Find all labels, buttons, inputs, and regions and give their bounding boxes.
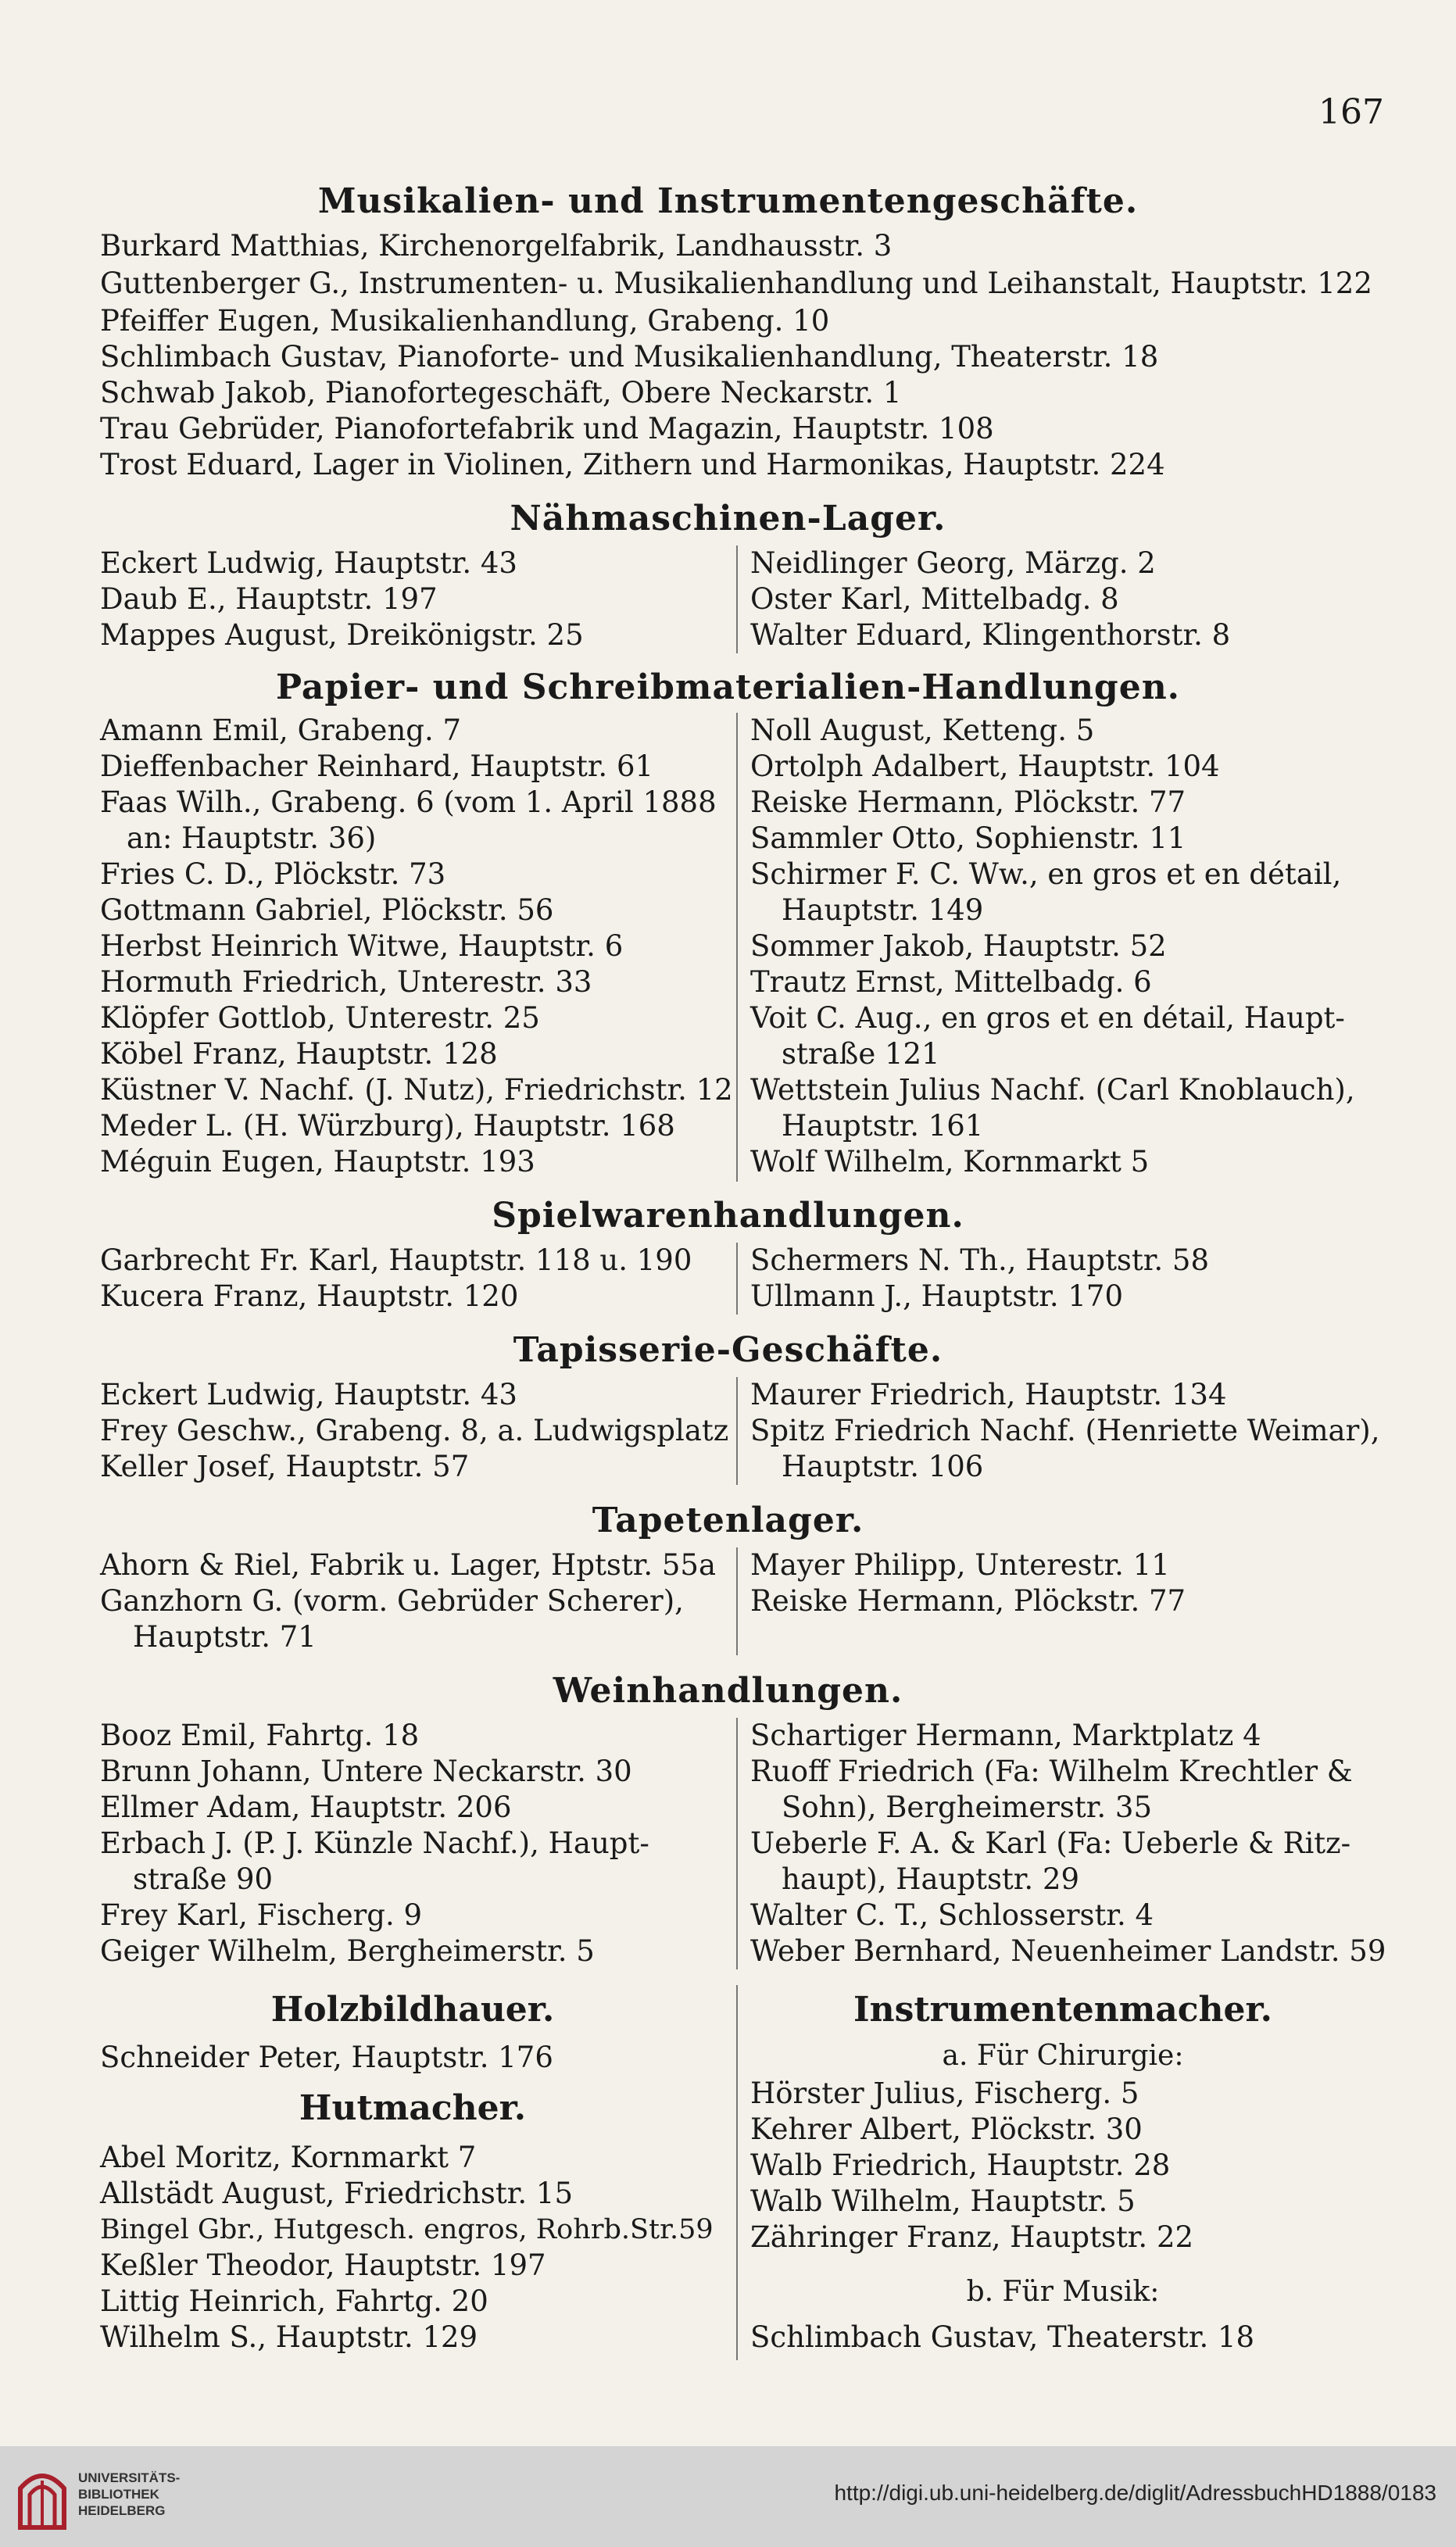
entry-line: Trautz Ernst, Mittelbadg. 6 xyxy=(750,965,1152,999)
logo-line: UNIVERSITÄTS- xyxy=(78,2470,181,2485)
entry-line: Neidlinger Georg, Märzg. 2 xyxy=(750,546,1156,580)
entry-line: Kucera Franz, Hauptstr. 120 xyxy=(100,1279,519,1313)
entry-line: Frey Karl, Fischerg. 9 xyxy=(100,1898,423,1932)
entry-line: Kehrer Albert, Plöckstr. 30 xyxy=(750,2112,1143,2146)
entry-line: straße 121 xyxy=(782,1037,940,1071)
entry-line: Burkard Matthias, Kirchenorgelfabrik, Landhausstr. 3 xyxy=(100,229,893,263)
entry-line: Wilhelm S., Hauptstr. 129 xyxy=(100,2320,478,2354)
entry-line: Reiske Hermann, Plöckstr. 77 xyxy=(750,785,1186,819)
entry-line: Herbst Heinrich Witwe, Hauptstr. 6 xyxy=(100,929,624,963)
column-divider xyxy=(736,1377,738,1485)
entry-line: Guttenberger G., Instrumenten- u. Musikalienhandlung und Leihanstalt, Hauptstr. 122 xyxy=(100,267,1372,300)
entry-line: straße 90 xyxy=(133,1862,274,1896)
subheading-chirurgie: a. Für Chirurgie: xyxy=(942,2040,1184,2072)
entry-line: Ruoff Friedrich (Fa: Wilhelm Krechtler & xyxy=(750,1755,1353,1788)
heading-papier: Papier- und Schreibmaterialien-Handlungen. xyxy=(276,667,1180,707)
entry-line: Schlimbach Gustav, Pianoforte- und Musikalienhandlung, Theaterstr. 18 xyxy=(100,340,1159,374)
entry-line: Noll August, Ketteng. 5 xyxy=(750,714,1095,747)
heading-wein: Weinhandlungen. xyxy=(553,1671,903,1711)
entry-line: Littig Heinrich, Fahrtg. 20 xyxy=(100,2284,488,2318)
entry-line: Amann Emil, Grabeng. 7 xyxy=(100,714,462,747)
entry-line: Hauptstr. 161 xyxy=(782,1109,984,1143)
heading-naehmaschinen: Nähmaschinen-Lager. xyxy=(510,499,946,538)
entry-line: Fries C. D., Plöckstr. 73 xyxy=(100,857,446,891)
column-divider xyxy=(736,1985,738,2360)
page-number: 167 xyxy=(1318,92,1384,132)
entry-line: Sohn), Bergheimerstr. 35 xyxy=(782,1790,1153,1824)
entry-line: Erbach J. (P. J. Künzle Nachf.), Haupt- xyxy=(100,1826,649,1860)
entry-line: Zähringer Franz, Hauptstr. 22 xyxy=(750,2220,1194,2254)
entry-line: Walb Wilhelm, Hauptstr. 5 xyxy=(750,2184,1136,2218)
entry-line: Schwab Jakob, Pianofortegeschäft, Obere Neckarstr. 1 xyxy=(100,376,902,410)
entry-line: Dieffenbacher Reinhard, Hauptstr. 61 xyxy=(100,749,654,783)
entry-line: Booz Emil, Fahrtg. 18 xyxy=(100,1719,420,1752)
logo-line: HEIDELBERG xyxy=(78,2503,166,2518)
entry-line: Ueberle F. A. & Karl (Fa: Ueberle & Ritz- xyxy=(750,1826,1351,1860)
entry-line: Schlimbach Gustav, Theaterstr. 18 xyxy=(750,2320,1255,2354)
entry-line: Ullmann J., Hauptstr. 170 xyxy=(750,1279,1123,1313)
entry-line: Allstädt August, Friedrichstr. 15 xyxy=(100,2177,573,2210)
entry-line: Spitz Friedrich Nachf. (Henriette Weimar), xyxy=(750,1414,1380,1447)
column-divider xyxy=(736,546,738,653)
entry-line: Walb Friedrich, Hauptstr. 28 xyxy=(750,2148,1171,2182)
entry-line: Hörster Julius, Fischerg. 5 xyxy=(750,2077,1139,2110)
entry-line: Mayer Philipp, Unterestr. 11 xyxy=(750,1548,1170,1582)
entry-line: Sommer Jakob, Hauptstr. 52 xyxy=(750,929,1167,963)
entry-line: Wolf Wilhelm, Kornmarkt 5 xyxy=(750,1145,1150,1179)
heading-tapisserie: Tapisserie-Geschäfte. xyxy=(513,1330,943,1370)
entry-line: Köbel Franz, Hauptstr. 128 xyxy=(100,1037,498,1071)
entry-line: Oster Karl, Mittelbadg. 8 xyxy=(750,582,1119,616)
logo-line: BIBLIOTHEK xyxy=(78,2487,159,2502)
entry-line: Trost Eduard, Lager in Violinen, Zithern und Harmonikas, Hauptstr. 224 xyxy=(100,448,1165,481)
heading-musikalien: Musikalien- und Instrumentengeschäfte. xyxy=(317,181,1139,221)
heading-spielwaren: Spielwarenhandlungen. xyxy=(492,1196,964,1236)
entry-line: Sammler Otto, Sophienstr. 11 xyxy=(750,821,1186,855)
entry-line: Wettstein Julius Nachf. (Carl Knoblauch), xyxy=(750,1073,1355,1107)
entry-line: Schirmer F. C. Ww., en gros et en détail, xyxy=(750,857,1342,891)
heading-tapeten: Tapetenlager. xyxy=(592,1501,864,1540)
entry-line: an: Hauptstr. 36) xyxy=(127,821,377,855)
entry-line: Méguin Eugen, Hauptstr. 193 xyxy=(100,1145,535,1179)
entry-line: Keßler Theodor, Hauptstr. 197 xyxy=(100,2248,546,2282)
column-divider xyxy=(736,713,738,1182)
library-logo-text xyxy=(78,2470,180,2519)
entry-line: Walter C. T., Schlosserstr. 4 xyxy=(750,1898,1154,1932)
entry-line: Hauptstr. 149 xyxy=(782,893,984,927)
entry-line: Hauptstr. 106 xyxy=(782,1450,984,1483)
entry-line: Garbrecht Fr. Karl, Hauptstr. 118 u. 190 xyxy=(100,1243,692,1277)
entry-line: Walter Eduard, Klingenthorstr. 8 xyxy=(750,618,1231,652)
entry-line: Ahorn & Riel, Fabrik u. Lager, Hptstr. 55a xyxy=(100,1548,717,1582)
column-divider xyxy=(736,1547,738,1655)
entry-line: Ellmer Adam, Hauptstr. 206 xyxy=(100,1790,512,1824)
entry-line: Mappes August, Dreikönigstr. 25 xyxy=(100,618,584,652)
library-logo-icon xyxy=(14,2457,70,2535)
entry-line: Frey Geschw., Grabeng. 8, a. Ludwigsplatz xyxy=(100,1414,729,1447)
entry-line: Schneider Peter, Hauptstr. 176 xyxy=(100,2041,553,2074)
entry-line: Eckert Ludwig, Hauptstr. 43 xyxy=(100,546,517,580)
entry-line: Reiske Hermann, Plöckstr. 77 xyxy=(750,1584,1186,1618)
entry-line: Meder L. (H. Würzburg), Hauptstr. 168 xyxy=(100,1109,675,1143)
heading-holzbildhauer: Holzbildhauer. xyxy=(270,1990,555,2030)
entry-line: Voit C. Aug., en gros et en détail, Haupt- xyxy=(750,1001,1345,1035)
heading-instrumentenmacher: Instrumentenmacher. xyxy=(853,1990,1272,2030)
entry-line: Ortolph Adalbert, Hauptstr. 104 xyxy=(750,749,1220,783)
column-divider xyxy=(736,1718,738,1969)
entry-line: Trau Gebrüder, Pianofortefabrik und Magazin, Hauptstr. 108 xyxy=(100,412,994,445)
subheading-musik: b. Für Musik: xyxy=(966,2276,1160,2308)
entry-line: Schermers N. Th., Hauptstr. 58 xyxy=(750,1243,1210,1277)
entry-line: Maurer Friedrich, Hauptstr. 134 xyxy=(750,1378,1227,1411)
entry-line: Keller Josef, Hauptstr. 57 xyxy=(100,1450,470,1483)
entry-line: Hauptstr. 71 xyxy=(133,1620,317,1654)
entry-line: Geiger Wilhelm, Bergheimerstr. 5 xyxy=(100,1934,595,1968)
entry-line: Pfeiffer Eugen, Musikalienhandlung, Grabeng. 10 xyxy=(100,304,830,338)
entry-line: Hormuth Friedrich, Unterestr. 33 xyxy=(100,965,592,999)
entry-line: Abel Moritz, Kornmarkt 7 xyxy=(100,2141,477,2174)
entry-line: Daub E., Hauptstr. 197 xyxy=(100,582,438,616)
entry-line: Ganzhorn G. (vorm. Gebrüder Scherer), xyxy=(100,1584,684,1618)
entry-line: Küstner V. Nachf. (J. Nutz), Friedrichstr. 12 xyxy=(100,1073,733,1107)
entry-line: Faas Wilh., Grabeng. 6 (vom 1. April 1888 xyxy=(100,785,717,819)
entry-line: Schartiger Hermann, Marktplatz 4 xyxy=(750,1719,1261,1752)
entry-line: haupt), Hauptstr. 29 xyxy=(782,1862,1080,1896)
entry-line: Klöpfer Gottlob, Unterestr. 25 xyxy=(100,1001,540,1035)
entry-line: Brunn Johann, Untere Neckarstr. 30 xyxy=(100,1755,632,1788)
footer-bar xyxy=(0,2446,1456,2547)
heading-hutmacher: Hutmacher. xyxy=(299,2088,527,2128)
entry-line: Eckert Ludwig, Hauptstr. 43 xyxy=(100,1378,517,1411)
source-url-link[interactable]: http://digi.ub.uni-heidelberg.de/diglit/AdressbuchHD1888/0183 xyxy=(834,2481,1436,2505)
column-divider xyxy=(736,1243,738,1315)
entry-line: Bingel Gbr., Hutgesch. engros, Rohrb.Str.59 xyxy=(100,2214,714,2245)
entry-line: Weber Bernhard, Neuenheimer Landstr. 59 xyxy=(750,1934,1386,1968)
entry-line: Gottmann Gabriel, Plöckstr. 56 xyxy=(100,893,554,927)
